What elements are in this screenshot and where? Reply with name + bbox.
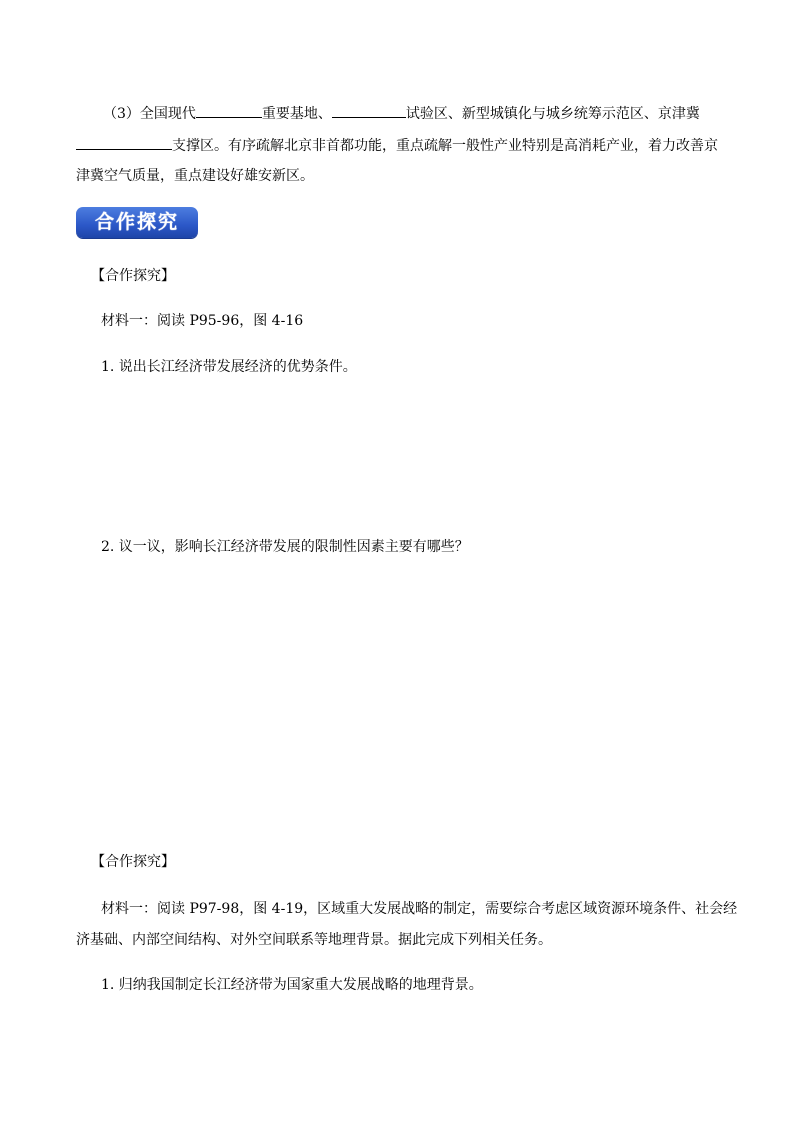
section3-line2 (76, 134, 718, 156)
cooperative-inquiry-banner (76, 207, 198, 238)
part1-material: 材料一：阅读 P95-96，图 4-16 (101, 313, 304, 329)
fill-blank-1[interactable] (196, 102, 262, 118)
part1-heading: 【合作探究】 (91, 268, 175, 284)
part2-material-line2: 济基础、内部空间结构、对外空间联系等地理背景。据此完成下列相关任务。 (76, 932, 552, 948)
section3-text-1: （3）全国现代 (103, 106, 196, 122)
banner-label: 合作探究 (94, 211, 179, 233)
part1-question-1: 1. 说出长江经济带发展经济的优势条件。 (101, 359, 357, 375)
fill-blank-3[interactable] (76, 134, 172, 150)
part2-question-1: 1. 归纳我国制定长江经济带为国家重大发展战略的地理背景。 (101, 977, 483, 993)
section3-line1 (103, 102, 700, 124)
fill-blank-2[interactable] (332, 102, 406, 118)
section3-line3: 津冀空气质量，重点建设好雄安新区。 (76, 168, 314, 184)
section3-text-3: 试验区、新型城镇化与城乡统筹示范区、京津冀 (405, 106, 700, 122)
part1-question-2: 2. 议一议，影响长江经济带发展的限制性因素主要有哪些？ (101, 539, 469, 555)
section3-text-4: 支撑区。有序疏解北京非首都功能，重点疏解一般性产业特别是高消耗产业，着力改善京 (172, 138, 718, 154)
section3-text-2: 重要基地、 (261, 106, 332, 122)
part2-material-line1: 材料一：阅读 P97-98，图 4-19，区域重大发展战略的制定，需要综合考虑区域资源环境条件、社会经 (101, 901, 738, 917)
part2-heading: 【合作探究】 (91, 854, 175, 870)
